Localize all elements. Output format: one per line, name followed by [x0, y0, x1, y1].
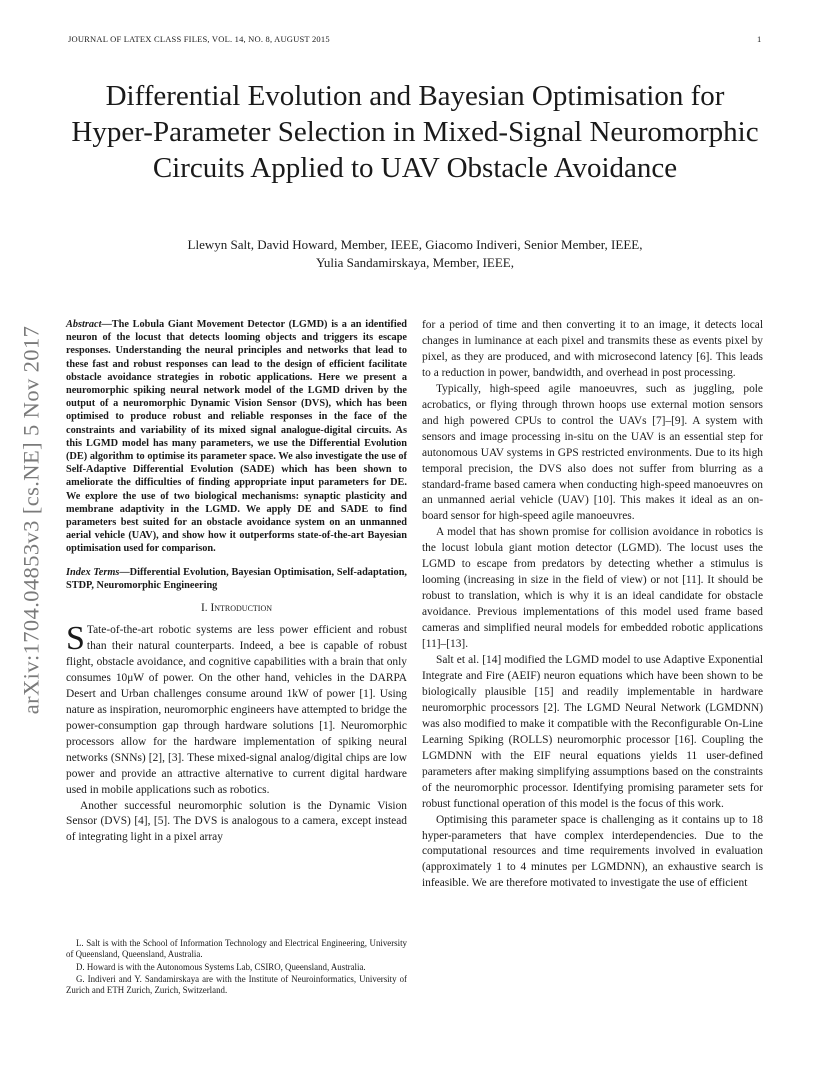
abstract-label: Abstract	[66, 319, 102, 330]
footnote-affiliation-indiveri-sandamirskaya: G. Indiveri and Y. Sandamirskaya are with the Institute of Neuroinformatics, University of Zurich and ETH Zurich, Zurich, Switzerland.	[66, 973, 407, 996]
footnotes	[66, 938, 407, 997]
index-terms-label: Index Terms	[66, 566, 120, 578]
intro-paragraph-2: Another successful neuromorphic solution is the Dynamic Vision Sensor (DVS) [4], [5]. The DVS is analogous to a camera, except instead of integrating light in a pixel array	[66, 799, 407, 844]
running-header: JOURNAL OF LATEX CLASS FILES, VOL. 14, NO. 8, AUGUST 2015	[68, 34, 330, 44]
right-paragraph-1: for a period of time and then converting it to an image, it detects local changes in luminance at each pixel and transmits these as events pixel by pixel, as they are produced, and with microsecond latency [6]. This leads to a reduction in power, bandwidth, and overhead in post processing.	[422, 319, 763, 379]
index-terms	[66, 566, 407, 592]
abstract	[66, 318, 407, 556]
right-paragraph-5: Optimising this parameter space is challenging as it contains up to 18 hyper-parameters that have complex interdependencies. Due to the computational resources and time requirements involved in evaluation (approximately 1 to 4 minutes per LGMDNN), an exhaustive search is infeasible. We are therefore motivated to investigate the use of efficient	[422, 813, 763, 890]
author-list	[70, 236, 760, 272]
abstract-text: —The Lobula Giant Movement Detector (LGMD) is a an identified neuron of the locust that detects looming objects and triggers its escape responses. Understanding the neural principles and networks that lead to these fast and robust responses can lead to the design of efficient facilitate obstacle avoidance strategies in robotic applications. Here we present a neuromorphic spiking neural network model of the LGMD driven by the output of a neuromorphic Dynamic Vision Sensor (DVS), which has been optimised to produce robust and reliable responses in the face of the constraints and variability of its mixed signal analogue-digital circuits. As this LGMD model has many parameters, we use the Differential Evolution (DE) algorithm to optimise its parameter space. We also investigate the use of Self-Adaptive Differential Evolution (SADE) which has been shown to ameliorate the difficulties of finding appropriate input parameters for DE. We explore the use of two biological mechanisms: synaptic plasticity and membrane adaptivity in the LGMD. We apply DE and SADE to find parameters best suited for an obstacle avoidance system on an unmanned aerial vehicle (UAV), and show how it outperforms state-of-the-art Bayesian optimisation used for comparison.	[66, 319, 407, 555]
page-number: 1	[757, 34, 762, 44]
left-column	[66, 318, 407, 846]
arxiv-stamp: arXiv:1704.04853v3 [cs.NE] 5 Nov 2017	[18, 325, 43, 715]
intro-paragraph-1	[66, 620, 407, 798]
paper-title: Differential Evolution and Bayesian Optimisation for Hyper-Parameter Selection in Mixed-Signal Neuromorphic Circuits Applied to UAV Obstacle Avoidance	[71, 80, 759, 184]
index-terms-text: —Differential Evolution, Bayesian Optimisation, Self-adaptation, STDP, Neuromorphic Engineering	[66, 566, 407, 591]
footnote-affiliation-howard: D. Howard is with the Autonomous Systems Lab, CSIRO, Queensland, Australia.	[76, 961, 366, 972]
footnote-affiliation-salt: L. Salt is with the School of Information Technology and Electrical Engineering, University of Queensland, Queensland, Australia.	[66, 938, 407, 960]
intro-paragraph-1-text: Tate-of-the-art robotic systems are less power efficient and robust than their natural counterparts. Indeed, a bee is capable of robust flight, obstacle avoidance, and cognitive capabilities with a brain that only consumes 10μW of power. On the other hand, vehicles in the DARPA Desert and Urban challenges consume around 1kW of power [1]. Using nature as inspiration, neuromorphic engineers have attempted to bridge the power-consumption gap through hardware solutions [1]. Neuromorphic processors allow for the hardware implementation of spiking neural networks (SNNs) [2], [3]. These mixed-signal analog/digital chips are low power and provide an attractive alternative to current digital hardware used in mobile applications such as robotics.	[66, 624, 407, 796]
author-line-1: Llewyn Salt, David Howard, Member, IEEE, Giacomo Indiveri, Senior Member, IEEE,	[187, 237, 643, 252]
right-paragraph-4: Salt et al. [14] modified the LGMD model to use Adaptive Exponential Integrate and Fire (AEIF) neuron equations which have been shown to be biologically plausible [15] and readily implementable in hardware neuromorphic processors [2]. The LGMD Neural Network (LGMDNN) was also modified to make it compatible with the Reconfigurable On-Line Learning Spiking (ROLLS) neuromorphic processor [16]. Coupling the LGMDNN with the EIF neural equations yields 11 user-defined parameters after making simplifying assumptions based on the constraints of the neuromorphic processor. Identifying promising parameter sets for robust functional operation of this model is the focus of this work.	[422, 654, 763, 810]
drop-cap: S	[66, 620, 85, 658]
arxiv-stamp-container	[8, 290, 54, 750]
section-heading-introduction: I. Introduction	[200, 602, 273, 615]
right-paragraph-3: A model that has shown promise for collision avoidance in robotics is the locust lobula giant motion detector (LGMD). The locust uses the LGMD to escape from predators by detecting whether a stimulus is looming (increasing in size in the field of view) or not [11]. It should be robust to translation, which is why it is an ideal candidate for obstacle avoidance. Previous implementations of this model used frame based cameras and simplified neural models for embedded robotic applications [11]–[13].	[422, 526, 763, 651]
author-line-2: Yulia Sandamirskaya, Member, IEEE,	[315, 255, 515, 270]
right-paragraph-2: Typically, high-speed agile manoeuvres, such as juggling, pole acrobatics, or flying through thrown hoops use external motion sensors and high powered CPUs to control the UAVs [7]–[9]. A system with sensors and image processing in-situ on the UAV is an essential step for autonomous UAV systems in GPS restricted environments. Due to its high temporal precision, the DVS also does not suffer from blurring as a standard-frame based camera when conducting high-speed manoeuvres on an unmanned aerial vehicle (UAV) [10]. This makes it ideal as an on-board sensor for high-speed agile manoeuvres.	[422, 382, 763, 523]
right-column	[422, 318, 763, 892]
